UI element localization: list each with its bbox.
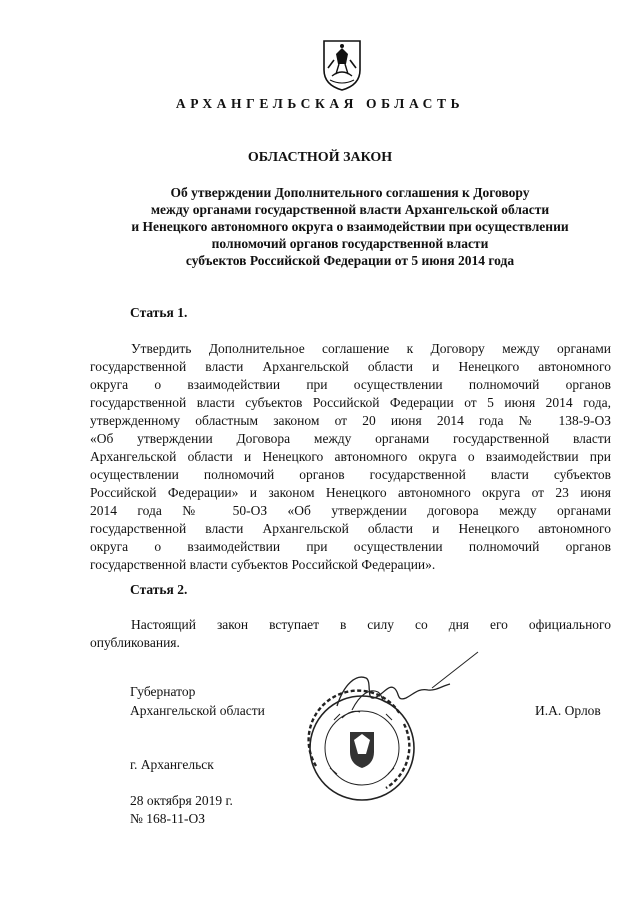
official-seal [309,691,414,800]
text-line: Утвердить Дополнительное соглашение к Договору между органами [131,341,611,356]
text-line: Архангельской области и Ненецкого автономного округа о взаимодействии при [90,449,611,464]
subject-line: Об утверждении Дополнительного соглашения к Договору [170,185,530,200]
text-line: государственной власти Архангельской области и Ненецкого автономного [90,359,611,374]
signatory-name: И.А. Орлов [535,703,601,718]
law-subject [60,184,640,269]
law-number: № 168-11-ОЗ [130,811,206,826]
text-line: Российской Федерации» и законом Ненецкого автономного округа от 23 июня [90,485,611,500]
article-1-text [90,340,611,574]
article-2-text [90,616,611,652]
text-line: государственной власти субъектов Российской Федерации от 5 июня 2014 года, [90,395,611,410]
subject-line: между органами государственной власти Архангельской области [150,202,550,217]
subject-line: и Ненецкого автономного округа о взаимодействии при осуществлении [131,219,569,234]
subject-line: субъектов Российской Федерации от 5 июня 2014 года [185,253,515,268]
handwritten-signature [337,652,478,718]
text-line: опубликования. [90,635,180,650]
article-1-heading: Статья 1. [130,305,188,320]
text-line: «Об утверждении Договора между органами государственной власти [90,431,611,446]
text-line: Настоящий закон вступает в силу со дня его официального [131,617,611,632]
subject-line: полномочий органов государственной власти [211,236,489,251]
date: 28 октября 2019 г. [130,793,233,808]
text-line: государственной власти Архангельской области и Ненецкого автономного [90,521,611,536]
signatory-region: Архангельской области [130,703,265,718]
text-line: округа о взаимодействии при осуществлении полномочий органов [90,377,611,392]
coat-of-arms-emblem [318,38,366,92]
signature-and-seal [282,648,492,808]
city: г. Архангельск [130,757,214,772]
text-line: осуществлении полномочий органов государственной власти субъектов [90,467,611,482]
signatory-position: Губернатор [130,684,196,699]
text-line: государственной власти субъектов Российской Федерации». [90,557,436,572]
text-line: 2014 года № 50-ОЗ «Об утверждении договора между органами [90,503,611,518]
article-2-heading: Статья 2. [130,582,188,597]
text-line: округа о взаимодействии при осуществлении полномочий органов [90,539,611,554]
text-line: утвержденному областным законом от 20 июня 2014 года № 138-9-ОЗ [90,413,611,428]
region-title: АРХАНГЕЛЬСКАЯ ОБЛАСТЬ [175,96,465,111]
document-type-title: ОБЛАСТНОЙ ЗАКОН [247,150,393,165]
